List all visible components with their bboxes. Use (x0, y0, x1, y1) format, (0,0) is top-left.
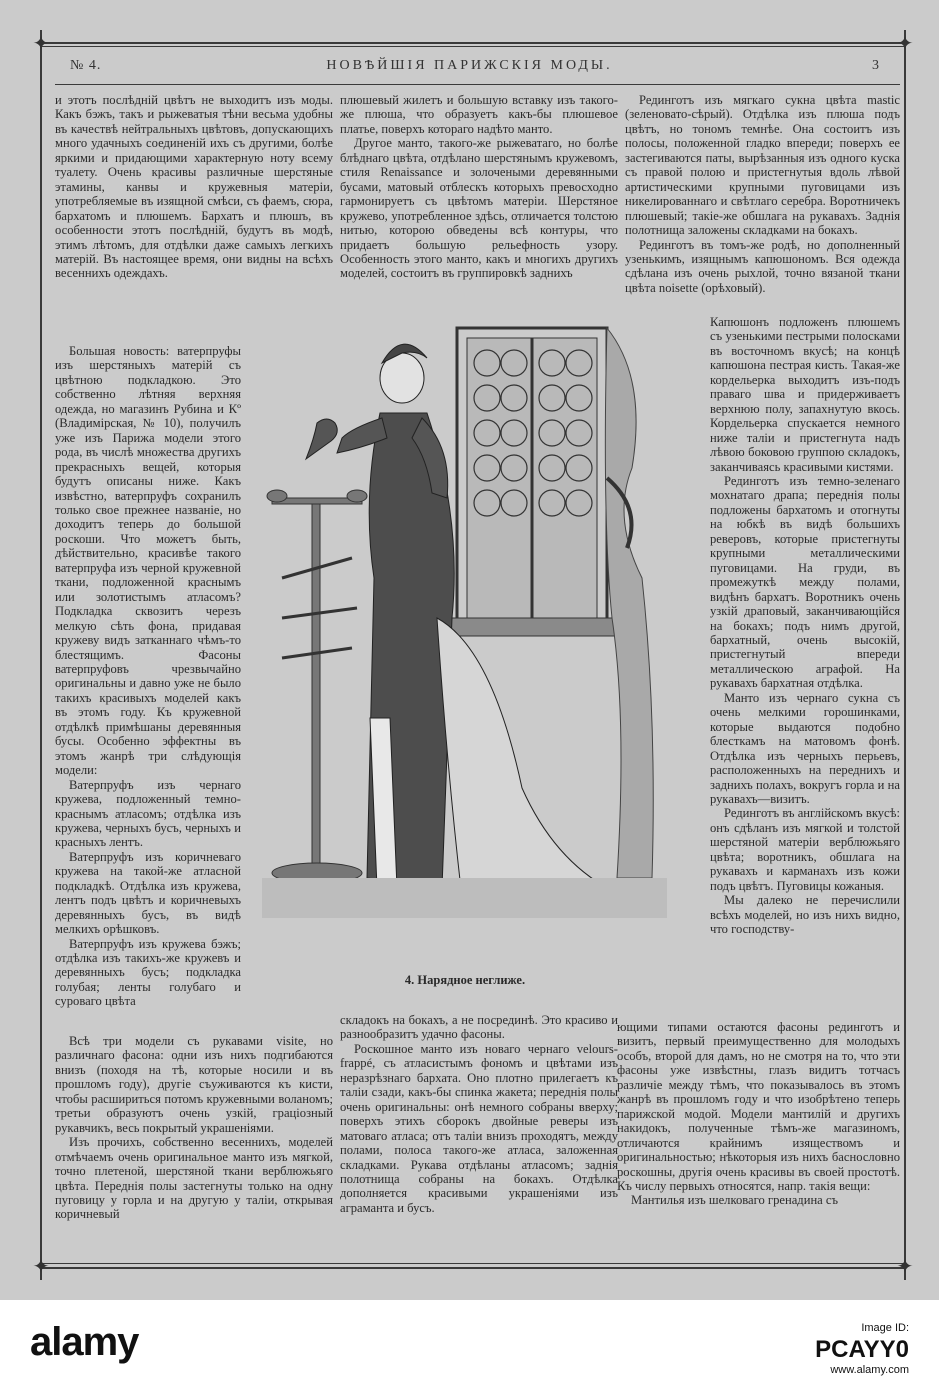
frame-right-rule (904, 30, 906, 1280)
paragraph: Ватерпруфъ изъ коричневаго кружева на такой-же атласной подкладкѣ. Отдѣлка изъ кружева, лентъ подъ цвѣтъ и коричневыхъ деревянныхъ бусъ, въ видѣ мелкихъ орѣшковъ. (55, 849, 241, 937)
watermark-logo: alamy (30, 1320, 139, 1364)
corner-ornament-icon: ✦ (32, 33, 50, 55)
paragraph: Мантилья изъ шелковаго гренадина съ (631, 1193, 839, 1208)
header-rule (55, 84, 900, 85)
right-column-top (625, 93, 900, 295)
engraving-illustration (262, 318, 667, 968)
parrot (306, 419, 337, 459)
running-title: НОВѢЙШІЯ ПАРИЖСКІЯ МОДЫ. (326, 58, 613, 73)
left-column-top (55, 93, 333, 281)
left-column-bottom (55, 1034, 333, 1222)
window (442, 328, 627, 636)
corner-ornament-icon: ✦ (32, 1256, 50, 1278)
frame-bottom-rule (40, 1267, 906, 1269)
paragraph: Роскошное манто изъ новаго чернаго velours-frappé, съ атласистымъ фономъ и цвѣтами изъ неразрѣзнаго бархата. Оно плотно прилегаетъ къ таліи сзади, какъ-бы спинка жакета; переднія полы очень оригинальны: онѣ немного собраны вверху; поверхъ этихъ сборокъ двойные реверы изъ матоваго атласа; отъ таліи внизъ проходятъ, между полами, полоса такого-же атласа, заложенная складками. Рукава отдѣланы атласомъ; заднія полотнища собраны на бокахъ. Отдѣлка дополняется красивыми украшеніями изъ аграманта и бусъ. (340, 1041, 618, 1215)
paragraph: ющими типами остаются фасоны рединготъ и визитъ, первый преимущественно для молодыхъ особъ, второй для дамъ, но не смотря на то, что эти фасоны уже извѣстны, глазъ видитъ тотчасъ различіе между тѣмъ, что показывалось въ этомъ жанрѣ въ прошломъ году и что изобрѣтено теперь парижской модой. Модели мантилій и другихъ накидокъ, полученные тѣмъ-же магазиномъ, отличаются крайнимъ изяществомъ и оригинальностью; нѣкоторыя изъ нихъ баснословно роскошны, другія очень красивы въ своей простотѣ. Къ числу первыхъ относятся, напр. такія вещи: (617, 1020, 900, 1193)
image-id-label: Image ID: (861, 1322, 909, 1334)
issue-number: № 4. (70, 58, 102, 73)
right-column-narrow (710, 315, 900, 936)
paragraph: Мы далеко не перечислили всѣхъ моделей, но изъ нихъ видно, что господству- (710, 893, 900, 937)
watermark-strip (0, 1300, 939, 1390)
frame-top-rule-inner (40, 46, 906, 47)
frame-top-rule (40, 42, 906, 44)
figure-caption: 4. Нарядное неглиже. (404, 973, 526, 987)
paragraph: Рединготъ въ англійскомъ вкусѣ: онъ сдѣланъ изъ мягкой и толстой шерстяной матеріи верблюжьяго цвѣта; воротникъ, обшлага на рукавахъ и карманахъ изъ кожи подъ цвѣтъ. Пуговицы кожаныя. (710, 806, 900, 893)
image-id: PCAYY0 (815, 1336, 909, 1363)
watermark-url: www.alamy.com (830, 1364, 909, 1376)
paragraph: Рединготъ изъ мягкаго сукна цвѣта mastic (зеленовато-сѣрый). Отдѣлка изъ плюша подъ цвѣтъ, но тономъ темнѣе. Она состоитъ изъ полосы, положенной гладко впереди; поверхъ ее застегиваются паты, вырѣзанныя изъ одного куска съ правой полою и пристегнутыя вдоль лѣвой артистическими крупными пуговицами изъ никелированнаго и свѣтлаго серебра. Воротничекъ плюшевый; такіе-же обшлага на рукавахъ. Заднія полотнища заложены складками на бокахъ. (625, 93, 900, 238)
paragraph: Большая новость: ватерпруфы изъ шерстяныхъ матерій съ цвѣтною подкладкою. Это собственно лѣтняя верхняя одежда, но магазинъ Рубина и Кº (Владимірская, № 10), получилъ уже изъ Парижа модели этого рода, въ числѣ множества другихъ прекрасныхъ вещей, которыя будутъ описаны ниже. Какъ извѣстно, ватерпруфъ сохранилъ только свое прежнее названіе, но доходитъ теперь до большой роскоши. Что можетъ быть, дѣйствительно, красивѣе такого ватерпруфа изъ черной кружевной ткани, подложенной краснымъ или золотистымъ атласомъ? Подкладка сквозитъ черезъ мелкую сѣть фона, придавая кружеву видъ затканнаго чѣмъ-то блестящимъ. Фасоны ватерпруфовъ чрезвычайно оригинальны и давно уже не было такихъ красивыхъ моделей какъ въ этомъ году. Къ кружевной отдѣлкѣ примѣшаны деревянныя бусы. Особенно эффектны въ этомъ жанрѣ три слѣдующія модели: (55, 344, 241, 778)
frame-left-rule (40, 30, 42, 1280)
paragraph: Всѣ три модели съ рукавами visite, но различнаго фасона: одни изъ нихъ подгибаются внизъ (походя на тѣ, которые носили и въ прошломъ году), другіе съуживаются къ кисти, чтобы расшириться потомъ кружевными воланомъ; третьи образуютъ очень узкій, граціозный рукавчикъ, весь покрытый украшеніями. (55, 1034, 333, 1135)
paragraph: Капюшонъ подложенъ плюшемъ съ узенькими пестрыми полосками въ восточномъ вкусѣ; на концѣ капюшона пестрая кисть. Такая-же кордельерка выходитъ изъ-подъ праваго шва и придерживаетъ верхнюю полу, запахнутую вкось. Кордельерка спускается немного ниже таліи и пристегнута надъ лѣвою боковою группою складокъ, заканчиваясь красивыми кистями. (710, 315, 900, 474)
paragraph: Ватерпруфъ изъ чернаго кружева, подложенный темно-краснымъ атласомъ; отдѣлка изъ кружева, черныхъ бусъ, черныхъ и красныхъ лентъ. (55, 777, 241, 850)
paragraph: Ватерпруфъ изъ кружева бэжъ; отдѣлка изъ такихъ-же кружевъ и деревянныхъ бусъ; подкладка голубая; ленты голубаго и суроваго цвѣта (55, 936, 241, 1009)
corner-ornament-icon: ✦ (896, 1256, 914, 1278)
middle-column-bottom (340, 1013, 618, 1215)
paragraph: плюшевый жилетъ и большую вставку изъ такого-же плюша, что образуетъ какъ-бы плюшевое платье, поверхъ котораго надѣто манто. (340, 93, 618, 136)
middle-column-top (340, 93, 618, 281)
image-id-block (815, 1318, 909, 1376)
left-column-narrow (55, 344, 241, 1009)
curtain (605, 328, 653, 878)
paragraph: складокъ на бокахъ, а не посрединѣ. Это красиво и разнообразитъ удачно фасоны. (340, 1013, 618, 1042)
parrot-perch (267, 490, 367, 883)
paragraph: Манто изъ чернаго сукна съ очень мелкими горошинками, которые выдаются подобно блесткамъ на матовомъ фонѣ. Отдѣлка изъ черныхъ перьевъ, расположенныхъ на переднихъ и заднихъ полахъ, вокругъ горла и на рукавахъ—визитъ. (710, 690, 900, 806)
frame-bottom-rule-inner (40, 1263, 906, 1264)
right-column-bottom (617, 1020, 900, 1208)
corner-ornament-icon: ✦ (896, 33, 914, 55)
paragraph: Рединготъ въ томъ-же родѣ, но дополненный узенькимъ, изящнымъ капюшономъ. Вся одежда сдѣлана изъ очень рыхлой, точно вязаной ткани цвѣта noisette (орѣховый). (625, 237, 900, 295)
paragraph: Другое манто, такого-же рыжеватаго, но болѣе блѣднаго цвѣта, отдѣлано шерстянымъ кружевомъ, стиля Renaissance и золочеными деревянными бусами, матовый отблескъ которыхъ превосходно гармонируетъ съ цвѣтомъ матеріи. Шерстяное кружево, употребленное здѣсь, отличается толстою нитью, которою обведены всѣ контуры, что придаетъ большую рельефность узору. Особенность этого манто, какъ и многихъ другихъ моделей, состоитъ въ группировкѣ заднихъ (340, 136, 618, 281)
paragraph: и этотъ послѣдній цвѣтъ не выходитъ изъ моды. Какъ бэжъ, такъ и рыжеватыя тѣни весьма удобны въ качествѣ нейтральныхъ цвѣтовъ, допускающихъ много удачныхъ соединеній ихъ съ другими, болѣе яркими и придающими характерную ноту всему туалету. Очень красивы различные шерстяные этамины, канвы и кружевныя матеріи, употребляемые въ изящной смѣси, съ фаемъ, сюра, бархатомъ и плюшемъ. Бархатъ и плюшъ, въ особенности этотъ послѣдній, будутъ въ модѣ, этимъ лѣтомъ, для отдѣлки даже самыхъ легкихъ матерій. Въ настоящее время, они видны на всѣхъ весеннихъ одеждахъ. (55, 93, 333, 281)
paragraph: Изъ прочихъ, собственно весеннихъ, моделей отмѣчаемъ очень оригинальное манто изъ мягкой, точно плетеной, шерстяной ткани верблюжьяго цвѣта. Переднія полы застегнуты только на одну пуговицу у горла и на другую у таліи, открывая коричневый (55, 1135, 333, 1222)
paragraph: Рединготъ изъ темно-зеленаго мохнатаго драпа; переднія полы подложены бархатомъ и отогнуты на юбкѣ въ видѣ большихъ реверовъ, которые пристегнуты крупными металлическими пуговицами. На груди, въ промежуткѣ между полами, видѣнъ бархатъ. Воротникъ очень узкій драповый, заканчивающійся на бокахъ; подъ нимъ другой, бархатный, очень высокій, пристегнутый впереди металлическою аграфой. На рукавахъ бархатная отдѣлка. (710, 473, 900, 691)
page-number: 3 (872, 58, 880, 73)
